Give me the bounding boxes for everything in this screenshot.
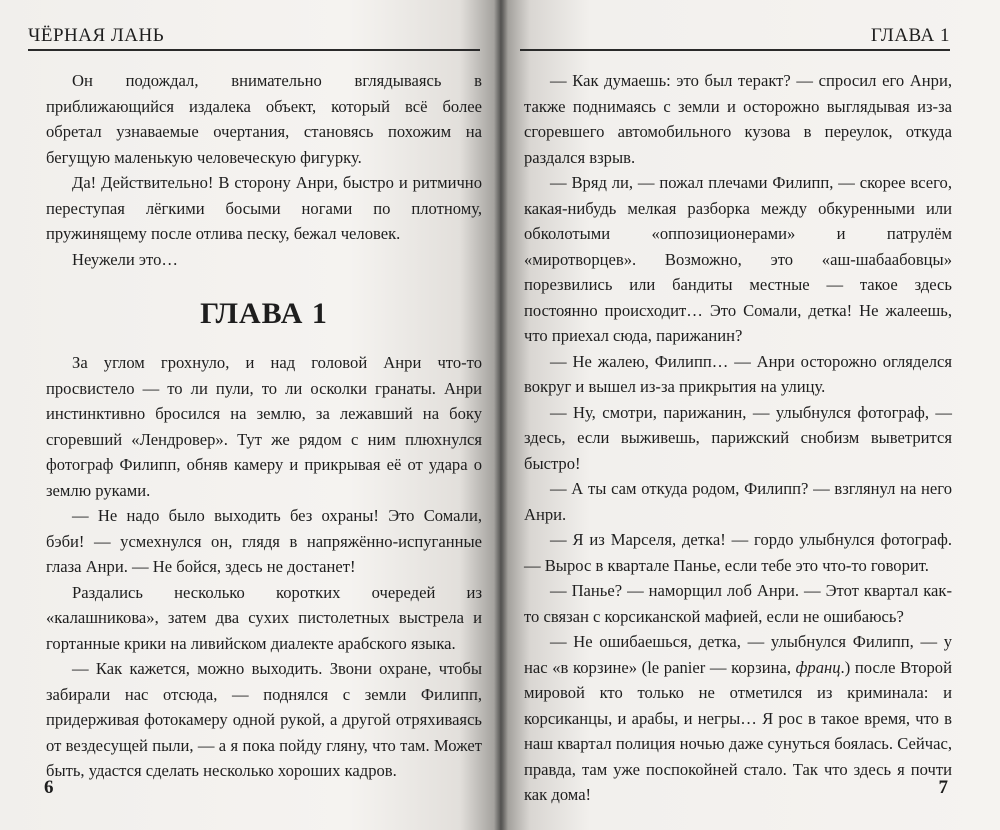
paragraph: Раздались несколько коротких очередей из «калашникова», затем два сухих пистолетных выстрела и гортанные крики на ливийском диалекте арабского языка. xyxy=(46,582,482,653)
chapter-text xyxy=(46,350,482,784)
paragraph: Он подождал, внимательно вглядываясь в приближающийся издалека объект, который всё более обретал узнаваемые очертания, становясь похожим на бегущую маленькую человеческую фигурку. xyxy=(46,71,482,167)
paragraph: — Я из Марселя, детка! — гордо улыбнулся фотограф. — Вырос в квартале Панье, если тебе это что-то говорит. xyxy=(524,530,952,575)
paragraph: — Панье? — наморщил лоб Анри. — Этот квартал как-то связан с корсиканской мафией, если не ошибаюсь? xyxy=(524,581,952,626)
dialogue-text xyxy=(524,68,952,808)
right-page xyxy=(500,0,1000,830)
page-number-left: 6 xyxy=(44,777,54,798)
paragraph: Да! Действительно! В сторону Анри, быстро и ритмично переступая лёгкими босыми ногами по плотному, пружинящему после отлива песку, бежал человек. xyxy=(46,173,482,243)
paragraph: — Не надо было выходить без охраны! Это Сомали, бэби! — усмехнулся он, глядя в напряжённо-испуганные глаза Анри. — Не бойся, здесь не достанет! xyxy=(46,506,482,576)
header-rule-left xyxy=(28,49,480,51)
italic-abbreviation: франц xyxy=(795,657,841,677)
paragraph: Неужели это… xyxy=(72,249,178,269)
header-rule-right xyxy=(520,49,950,51)
running-head-left: ЧЁРНАЯ ЛАНЬ xyxy=(28,25,165,46)
paragraph: — Как думаешь: это был теракт? — спросил его Анри, также поднимаясь с земли и осторожно выглядывая из-за сгоревшего автомобильного кузова в переулок, откуда раздался взрыв. xyxy=(524,71,952,167)
text-run: — Не ошибаешься, детка, — улыбнулся Филипп, — у нас «в корзине» (le panier — корзина, xyxy=(524,632,952,677)
paragraph: — Не жалею, Филипп… — Анри осторожно огляделся вокруг и вышел из-за прикрытия на улицу. xyxy=(524,351,952,396)
paragraph: За углом грохнуло, и над головой Анри что-то просвистело — то ли пули, то ли осколки гранаты. Анри инстинктивно бросился на землю, за лежавший на боку сгоревший «Лендровер». Тут же рядом с ним плюхнулся фотограф Филипп, обняв камеру и прикрывая её от удара о землю руками. xyxy=(46,353,482,500)
paragraph: — Ну, смотри, парижанин, — улыбнулся фотограф, — здесь, если выживешь, парижский снобизм выветрится быстро! xyxy=(524,402,952,473)
paragraph: — Вряд ли, — пожал плечами Филипп, — скорее всего, какая-нибудь мелкая разборка между обкуренными или обколотыми «оппозиционерами» и патрулём «миротворцев». Возможно, это «аш-шабаабовцы» порезвились или бандиты местные — такое здесь постоянно происходит… Это Сомали, детка! Не жалеешь, что приехал сюда, парижанин? xyxy=(524,173,952,345)
intro-text xyxy=(46,68,482,272)
text-run: .) после Второй мировой кто только не отметился из криминала: и корсиканцы, и арабы, и негры… Я рос в такое время, что в наш квартал полиция ночью даже сунуться боялась. Сейчас, правда, там уже поспокойней стало. Так что здесь я почти как дома! xyxy=(524,657,952,804)
paragraph xyxy=(524,629,952,808)
chapter-title: ГЛАВА 1 xyxy=(200,297,328,330)
page-number-right: 7 xyxy=(938,777,948,798)
paragraph: — Как кажется, можно выходить. Звони охране, чтобы забирали нас отсюда, — поднялся с земли Филипп, придерживая фотокамеру одной рукой, а другой отряхиваясь от вездесущей пыли, — а я пока пойду гляну, что там. Может быть, удастся сделать несколько хороших кадров. xyxy=(46,659,482,780)
running-head-right: ГЛАВА 1 xyxy=(870,25,950,46)
book-gutter-shadow xyxy=(494,0,508,830)
paragraph: — А ты сам откуда родом, Филипп? — взглянул на него Анри. xyxy=(524,479,952,524)
